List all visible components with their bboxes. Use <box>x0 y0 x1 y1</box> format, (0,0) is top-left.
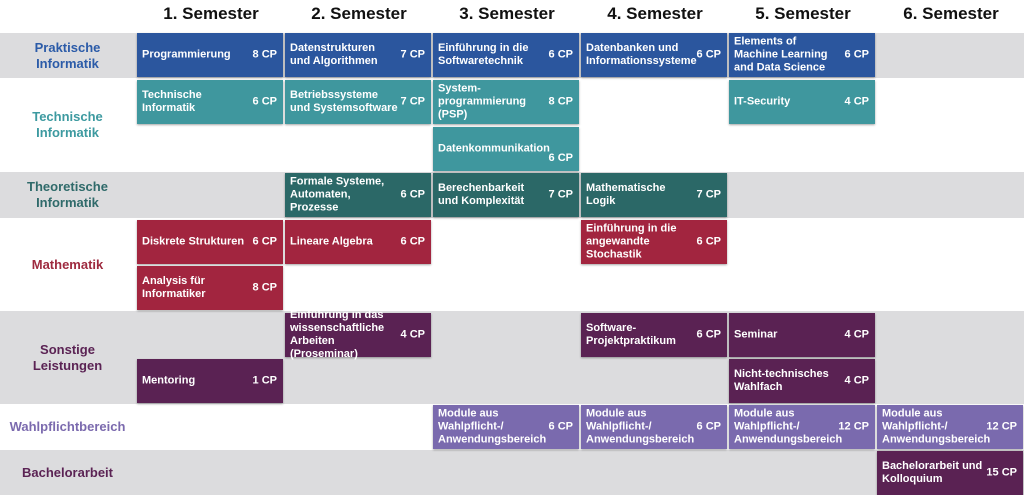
module-card <box>285 220 431 264</box>
module-title: System- programmierung (PSP) <box>438 82 527 121</box>
module-title: Module aus Wahlpflicht-/ Anwendungsbereich <box>438 407 547 446</box>
module-credit-points: 6 CP <box>696 48 721 61</box>
area-label-mathematik: Mathematik <box>31 256 104 272</box>
module-title: Module aus Wahlpflicht-/ Anwendungsbereich <box>586 407 695 446</box>
module-title: Mentoring <box>142 374 196 387</box>
module-title: Betriebssysteme und Systemsoftware <box>290 89 398 114</box>
module-card <box>137 220 283 264</box>
module-credit-points: 12 CP <box>986 420 1017 433</box>
module-title: Einführung in das wissenschaftliche Arbeiten (Proseminar) <box>290 309 385 360</box>
module-credit-points: 6 CP <box>696 420 721 433</box>
module-card <box>581 220 727 264</box>
module-card <box>137 33 283 77</box>
module-title: Lineare Algebra <box>290 235 373 248</box>
module-credit-points: 4 CP <box>844 328 869 341</box>
module-title: Nicht-technisches Wahlfach <box>734 368 829 393</box>
module-card <box>581 405 727 449</box>
module-card <box>285 80 431 124</box>
module-credit-points: 6 CP <box>844 48 869 61</box>
module-card <box>433 127 579 171</box>
module-card <box>581 313 727 357</box>
module-title: Datenkommunikation <box>438 142 550 155</box>
module-card <box>729 359 875 403</box>
module-card <box>581 33 727 77</box>
module-credit-points: 4 CP <box>844 374 869 387</box>
module-card <box>433 405 579 449</box>
module-card <box>433 33 579 77</box>
semester-header-6: 6. Semester <box>903 4 999 23</box>
semester-header-4: 4. Semester <box>607 4 703 23</box>
module-credit-points: 6 CP <box>696 328 721 341</box>
semester-header-3: 3. Semester <box>459 4 555 23</box>
module-credit-points: 7 CP <box>400 48 425 61</box>
area-label-wahlpflichtbereich: Wahlpflichtbereich <box>9 419 126 434</box>
module-title: Elements of Machine Learning and Data Science <box>734 35 828 74</box>
module-title: Datenstrukturen und Algorithmen <box>290 42 378 67</box>
module-card <box>877 405 1023 449</box>
row-band-bachelor <box>0 450 1024 495</box>
module-title: Module aus Wahlpflicht-/ Anwendungsbereich <box>882 407 991 446</box>
module-title: Bachelorarbeit und Kolloquium <box>882 460 983 485</box>
module-card <box>729 80 875 124</box>
module-credit-points: 8 CP <box>252 48 277 61</box>
module-credit-points: 6 CP <box>696 235 721 248</box>
module-title: Berechenbarkeit und Komplexität <box>438 182 525 207</box>
module-card <box>137 80 283 124</box>
module-title: Programmierung <box>142 48 231 61</box>
module-card <box>581 173 727 217</box>
module-card <box>285 309 431 360</box>
module-card <box>137 266 283 310</box>
module-credit-points: 6 CP <box>548 152 573 164</box>
module-card <box>137 359 283 403</box>
module-credit-points: 1 CP <box>252 374 277 387</box>
module-credit-points: 15 CP <box>986 466 1017 479</box>
module-title: Einführung in die angewandte Stochastik <box>586 222 677 261</box>
module-credit-points: 6 CP <box>400 235 425 248</box>
module-card <box>729 313 875 357</box>
semester-header-1: 1. Semester <box>163 4 259 23</box>
module-title: IT-Security <box>734 95 791 108</box>
area-label-technische-informatik: Technische Informatik <box>32 109 103 140</box>
area-label-theoretische-informatik: Theoretische Informatik <box>27 179 108 210</box>
module-credit-points: 7 CP <box>548 188 573 201</box>
semester-header-2: 2. Semester <box>311 4 407 23</box>
module-card <box>729 33 875 77</box>
module-credit-points: 8 CP <box>252 281 277 294</box>
area-label-bachelorarbeit: Bachelorarbeit <box>21 464 114 480</box>
module-title: Software- Projektpraktikum <box>586 322 676 347</box>
module-card <box>433 173 579 217</box>
module-title: Seminar <box>734 328 778 341</box>
module-title: Datenbanken und Informationssysteme <box>586 42 697 67</box>
module-title: Einführung in die Softwaretechnik <box>438 42 529 67</box>
module-credit-points: 6 CP <box>548 420 573 433</box>
area-label-praktische-informatik: Praktische Informatik <box>34 39 101 71</box>
module-title: Diskrete Strukturen <box>142 235 245 248</box>
module-card <box>285 173 431 217</box>
module-credit-points: 7 CP <box>696 188 721 201</box>
module-credit-points: 12 CP <box>838 420 869 433</box>
module-credit-points: 6 CP <box>252 95 277 108</box>
module-title: Mathematische Logik <box>586 182 666 207</box>
module-credit-points: 4 CP <box>844 95 869 108</box>
module-title: Technische Informatik <box>142 89 202 114</box>
module-title: Module aus Wahlpflicht-/ Anwendungsbereich <box>734 407 843 446</box>
module-credit-points: 6 CP <box>400 188 425 201</box>
module-credit-points: 6 CP <box>548 48 573 61</box>
module-card <box>285 33 431 77</box>
module-card <box>877 451 1023 495</box>
semester-header-5: 5. Semester <box>755 4 851 23</box>
module-card <box>729 405 875 449</box>
module-title: Analysis für Informatiker <box>142 275 206 300</box>
module-credit-points: 6 CP <box>252 235 277 248</box>
module-credit-points: 4 CP <box>400 328 425 341</box>
module-credit-points: 8 CP <box>548 95 573 108</box>
module-credit-points: 7 CP <box>400 95 425 108</box>
module-card <box>433 80 579 124</box>
module-title: Formale Systeme, Automaten, Prozesse <box>290 175 385 214</box>
area-label-sonstige-leistungen: Sonstige Leistungen <box>32 341 103 373</box>
